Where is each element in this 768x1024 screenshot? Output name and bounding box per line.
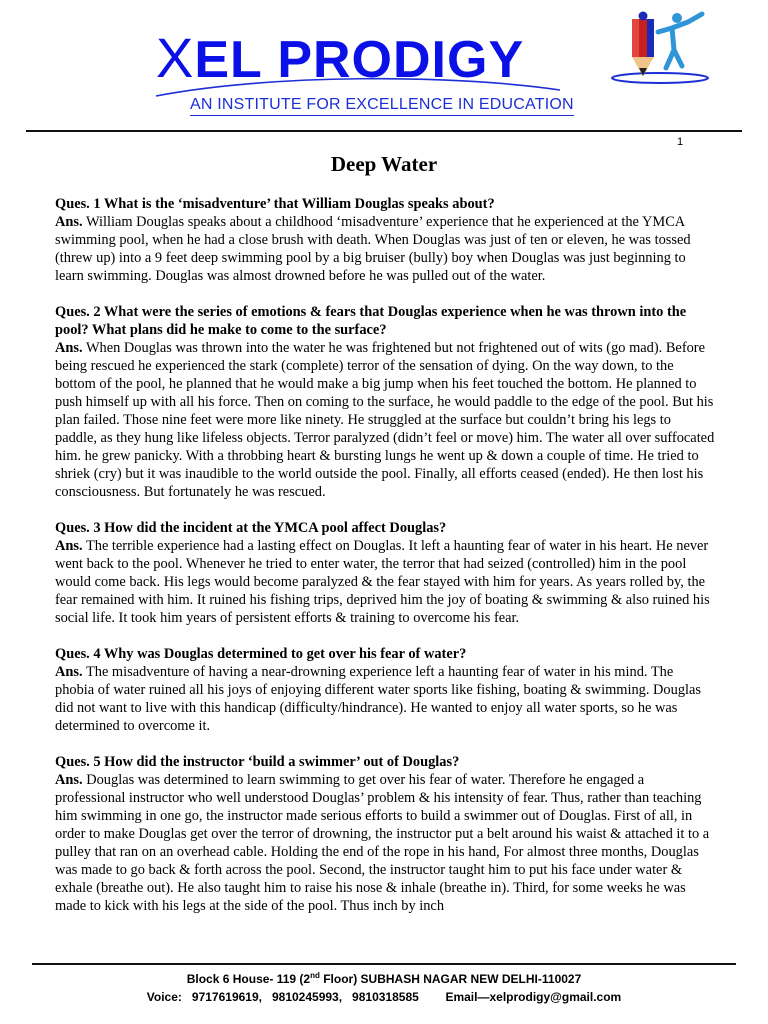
answer [55,339,715,501]
answer [55,537,715,627]
letterhead [0,0,768,132]
qa-item [55,195,715,285]
page-number: 1 [677,136,684,148]
footer-divider [32,963,736,965]
question: Ques. 3 How did the incident at the YMCA pool affect Douglas? [55,520,447,536]
footer-address [0,970,768,988]
answer-text: Douglas was determined to learn swimming to get over his fear of water. Therefore he engaged a professional instructor who well understood Douglas’ problem & his intensity of fear. Thus, rather than teaching him swimming in one go, the instructor made serious efforts to build a swimmer out of Douglas. First of all, in order to make Douglas get over the terror of drowning, the instructor put a belt around his waist & attached it to a pulley that ran on an overhead cable. Holding the end of the rope in his hand, For almost three months, Douglas was made to go back & forth across the pool. Second, the instructor taught him to put his face under water & exhale (breathe out). He also taught him to raise his nose & inhale (breathe in). Third, for some weeks he was made to kick with his legs at the side of the pool. Thus inch by inch [55,772,710,914]
answer-label: Ans. [55,538,83,554]
answer-label: Ans. [55,664,83,680]
answer-text: William Douglas speaks about a childhood ‘misadventure’ experience that he experienced at the YMCA swimming pool, when he had a close brush with death. When Douglas was just of ten or eleven, he was tossed (threw up) into a 9 feet deep swimming pool by a big bruiser (bully) boy when Douglas was just beginning to learn swimming. Douglas was almost drowned before he was pulled out of the water. [55,214,691,284]
qa-list [55,195,715,933]
address-prefix: Block 6 House- 119 (2 [186,972,311,986]
qa-item [55,519,715,627]
question: Ques. 4 Why was Douglas determined to get over his fear of water? [55,646,467,662]
answer-label: Ans. [55,772,83,788]
question: Ques. 5 How did the instructor ‘build a swimmer’ out of Douglas? [55,754,460,770]
qa-item [55,303,715,501]
answer-text: When Douglas was thrown into the water he was frightened but not frightened out of wits (go mad). Before being rescued he experienced the stark (complete) terror of the sensation of dying. On the way down, to the bottom of the pool, he planned that he would make a big jump when his feet touched the bottom. He planned to push himself up with all his force. Then on coming to the surface, he would paddle to the edge of the pool. But his plan failed. Those nine feet were more like ninety. He struggled at the surface but couldn’t bring his legs to paddle, as they hung like lifeless objects. Terror paralyzed (didn’t feel or move) him. The water all over suffocated him. he grew panicky. With a throbbing heart & bursting lungs he went up & down a couple of time. He tried to shriek (cry) but it was inaudible to the world outside the pool. Finally, all efforts ceased (ended). He then lost his consciousness. But fortunately he was rescued. [55,340,715,500]
footer [0,970,768,1006]
answer [55,771,715,915]
address-sup: nd [310,971,320,980]
answer-label: Ans. [55,214,83,230]
question: Ques. 1 What is the ‘misadventure’ that William Douglas speaks about? [55,196,495,212]
answer [55,213,715,285]
answer-label: Ans. [55,340,83,356]
answer-text: The misadventure of having a near-drowning experience left a haunting fear of water in his mind. The phobia of water ruined all his joys of enjoying different water sports like fishing, boating & swimming. Douglas did not want to live with this handicap (difficulty/hindrance). He wanted to enjoy all water sports, so he was determined to overcome it. [55,664,702,734]
answer-text: The terrible experience had a lasting effect on Douglas. It left a haunting fear of water in his heart. He never went back to the pool. Whenever he tried to enter water, the terror that had seized (controlled) him in the pool would come back. His legs would become paralyzed & the fear stayed with him for years. As years rolled by, the fear remained with him. It ruined his fishing trips, deprived him the joy of boating & swimming & also ruined his social life. It took him years of persistent efforts & training to overcome his fear. [55,538,710,626]
qa-item [55,645,715,735]
tagline: AN INSTITUTE FOR EXCELLENCE IN EDUCATION [190,96,574,116]
footer-contact: Voice: 9717619619, 9810245993, 9810318585 Email—xelprodigy@gmail.com [146,990,622,1004]
qa-item [55,753,715,915]
answer [55,663,715,735]
address-suffix: Floor) SUBHASH NAGAR NEW DELHI-110027 [319,972,582,986]
header-divider [26,130,742,132]
brand-first-letter: X [156,26,195,89]
document-title: Deep Water [330,152,438,176]
question: Ques. 2 What were the series of emotions & fears that Douglas experience when he was thrown into the pool? What plans did he make to come to the surface? [55,304,687,338]
pencil-figure-logo-icon [610,10,720,85]
brand-rest: EL PRODIGY [194,31,525,89]
